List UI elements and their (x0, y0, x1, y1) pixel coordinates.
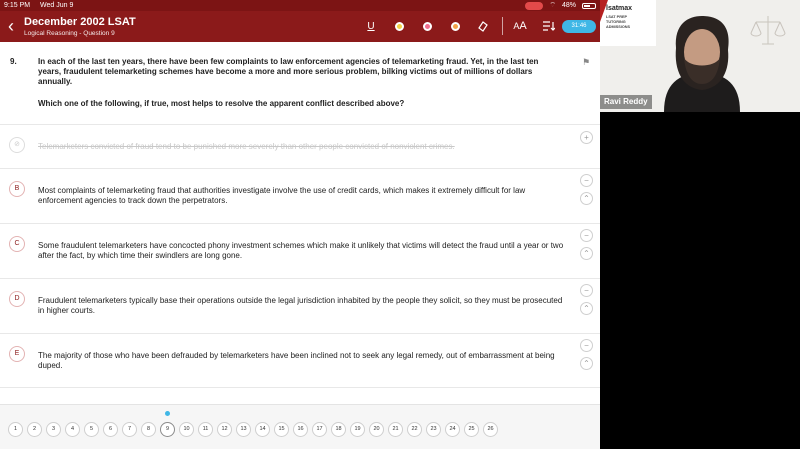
question-nav-button[interactable]: 2 (27, 422, 42, 437)
question-nav-button[interactable]: 1 (8, 422, 23, 437)
answer-letter: B (9, 181, 25, 197)
question-nav-button[interactable]: 12 (217, 422, 232, 437)
question-nav-button[interactable]: 19 (350, 422, 365, 437)
eliminate-minus-icon[interactable]: − (580, 284, 593, 297)
presenter-name: Ravi Reddy (600, 95, 652, 109)
answer-letter: C (9, 236, 25, 252)
question-nav-button[interactable]: 13 (236, 422, 251, 437)
chevron-up-icon[interactable]: ⌃ (580, 357, 593, 370)
question-nav-button[interactable]: 3 (46, 422, 61, 437)
question-nav-button[interactable]: 8 (141, 422, 156, 437)
text-size-icon[interactable]: A A (513, 20, 527, 32)
chevron-up-icon[interactable]: ⌃ (580, 247, 593, 260)
question-prompt: Which one of the following, if true, most helps to resolve the apparent conflict described above? (38, 99, 405, 108)
answer-text: Telemarketers convicted of fraud tend to be punished more severely than other people convicted of nonviolent crimes. (38, 142, 455, 151)
toolbar (362, 17, 567, 35)
answer-choice-a[interactable] (0, 124, 600, 168)
question-nav-button[interactable]: 20 (369, 422, 384, 437)
question-navigator (0, 404, 600, 449)
logo-text: lsatmax (606, 5, 633, 12)
battery-icon (582, 3, 596, 9)
question-nav-button[interactable]: 15 (274, 422, 289, 437)
chevron-up-icon[interactable]: ⌃ (580, 192, 593, 205)
question-nav-button[interactable]: 18 (331, 422, 346, 437)
answer-choice-e[interactable] (0, 333, 600, 388)
sort-lines-icon[interactable] (539, 17, 557, 35)
answer-text: Some fraudulent telemarketers have concocted phony investment schemes which make it unlikely that victims will detect the fraud until a year or two after the fact, by which time their swindlers are long gone. (38, 241, 564, 260)
underline-icon[interactable]: U (367, 20, 375, 32)
restore-plus-icon[interactable]: + (580, 131, 593, 144)
eliminate-minus-icon[interactable]: − (580, 174, 593, 187)
flag-icon[interactable]: ⚑ (582, 57, 591, 67)
question-nav-button[interactable]: 7 (122, 422, 137, 437)
recording-indicator-icon (525, 2, 543, 10)
eliminate-minus-icon[interactable]: − (580, 339, 593, 352)
question-nav-button[interactable]: 16 (293, 422, 308, 437)
chevron-left-icon[interactable]: ‹ (8, 16, 14, 36)
question-nav-button[interactable]: 14 (255, 422, 270, 437)
empty-panel (600, 112, 800, 449)
question-nav-button[interactable]: 24 (445, 422, 460, 437)
current-question-indicator (165, 411, 170, 416)
answer-text: The majority of those who have been defrauded by telemarketers have been inclined not to seek any legal remedy, out of embarrassment at being duped. (38, 351, 555, 370)
question-nav-button[interactable]: 23 (426, 422, 441, 437)
highlighter-orange-icon[interactable] (446, 17, 464, 35)
question-nav-button[interactable]: 25 (464, 422, 479, 437)
answer-text: Most complaints of telemarketing fraud that authorities investigate involve the use of credit cards, which makes it extremely difficult for law enforcement agencies to track down the perpetrators. (38, 186, 526, 205)
highlighter-yellow-icon[interactable] (390, 17, 408, 35)
status-battery: 48% (561, 2, 576, 9)
question-nav-button[interactable]: 11 (198, 422, 213, 437)
answer-letter: E (9, 346, 25, 362)
page-subtitle: Logical Reasoning - Question 9 (24, 30, 115, 37)
question-nav-button[interactable]: 17 (312, 422, 327, 437)
scales-of-justice-icon (748, 14, 788, 48)
question-nav-button[interactable]: 9 (160, 422, 175, 437)
question-nav-button[interactable]: 21 (388, 422, 403, 437)
question-nav-button[interactable]: 5 (84, 422, 99, 437)
answer-choice-b[interactable] (0, 168, 600, 223)
question-nav-button[interactable]: 26 (483, 422, 498, 437)
status-bar (0, 0, 600, 11)
lsatmax-logo (600, 0, 656, 46)
status-time: 9:15 PM (4, 2, 31, 9)
answer-choice-d[interactable] (0, 278, 600, 333)
status-day: Wed Jun 9 (40, 2, 74, 9)
strikethrough-icon: ⊘ (9, 137, 25, 153)
highlighter-pink-icon[interactable] (418, 17, 436, 35)
question-stem: In each of the last ten years, there have been few complaints to law enforcement agencies of telemarketing fraud. Yet, in the last ten years, fraudulent telemarketing schemes have become a more and more serious problem, bilking victims out of millions of dollars annually. (38, 57, 539, 86)
question-number: 9. (10, 57, 17, 66)
answer-text: Fraudulent telemarketers typically base their operations outside the legal jurisdiction inhabited by the people they solicit, so they must be prosecuted in higher courts. (38, 296, 563, 315)
page-title: December 2002 LSAT (24, 16, 136, 28)
eliminate-minus-icon[interactable]: − (580, 229, 593, 242)
presenter-portrait (654, 14, 750, 112)
wifi-icon: ⌔ (549, 2, 556, 9)
question-nav-button[interactable]: 4 (65, 422, 80, 437)
question-nav-button[interactable]: 10 (179, 422, 194, 437)
header-bar (0, 11, 600, 42)
question-nav-button[interactable]: 6 (103, 422, 118, 437)
eraser-icon[interactable] (474, 17, 492, 35)
presenter-video (600, 0, 800, 112)
timer-badge[interactable]: 31:46 (562, 20, 596, 33)
chevron-up-icon[interactable]: ⌃ (580, 302, 593, 315)
answer-choice-c[interactable] (0, 223, 600, 278)
logo-subtext: LSAT PREP TUTORING ADMISSIONS (606, 15, 631, 29)
question-list (8, 422, 502, 437)
question-nav-button[interactable]: 22 (407, 422, 422, 437)
answer-letter: D (9, 291, 25, 307)
toolbar-divider (502, 17, 503, 35)
